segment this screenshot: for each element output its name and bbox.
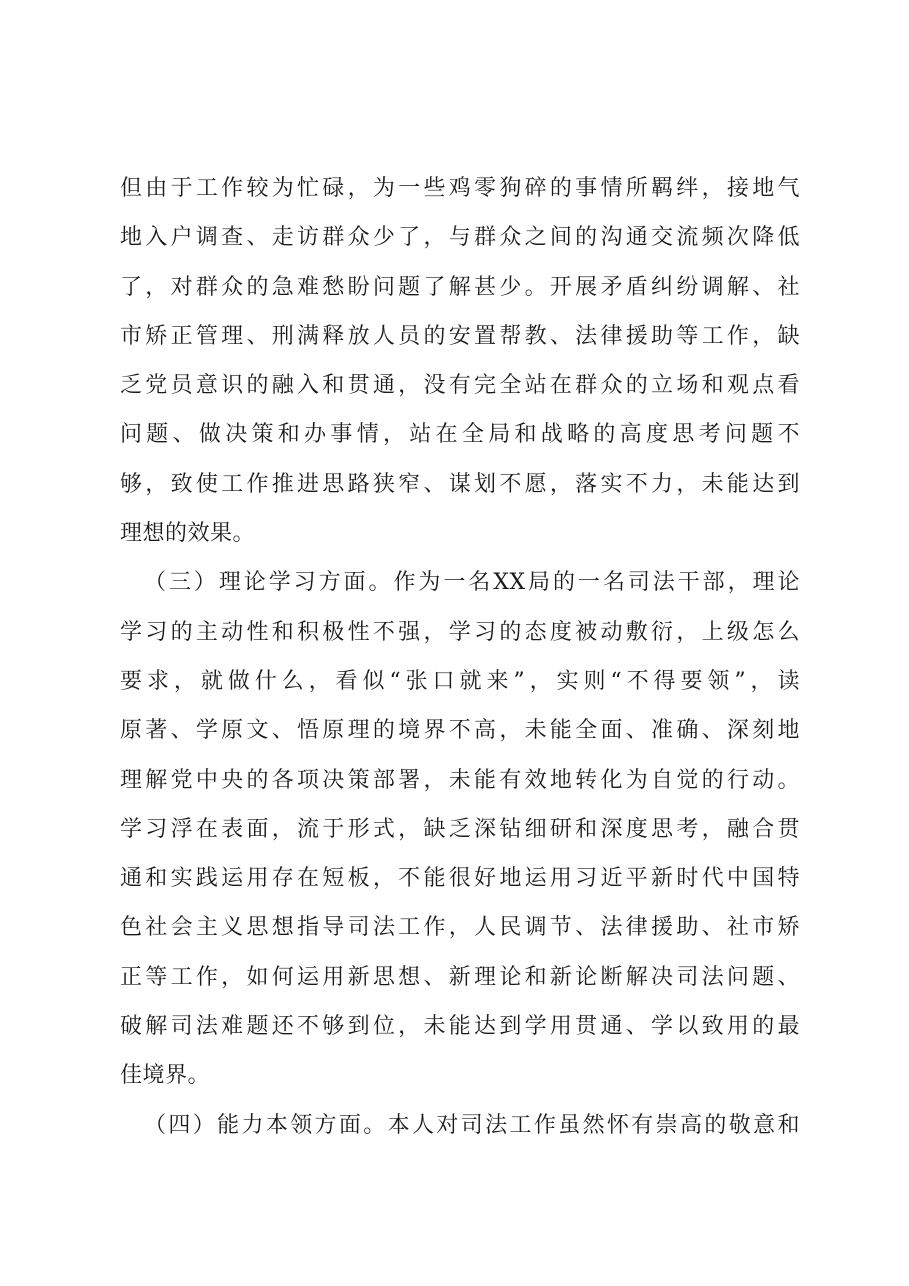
text-line: 学习浮在表面，流于形式，缺乏深钻细研和深度思考，融合贯 bbox=[120, 816, 800, 842]
body-text bbox=[120, 164, 800, 1150]
text-line: 问题、做决策和办事情，站在全局和战略的高度思考问题不 bbox=[120, 422, 800, 448]
text-line: 色社会主义思想指导司法工作，人民调节、法律援助、社市矫 bbox=[120, 915, 800, 941]
section-heading-line: （三）理论学习方面。作为一名XX局的一名司法干部，理论 bbox=[144, 570, 800, 596]
text-line: 理解党中央的各项决策部署，未能有效地转化为自觉的行动。 bbox=[120, 767, 800, 793]
text-line: 了，对群众的急难愁盼问题了解甚少。开展矛盾纠纷调解、社 bbox=[120, 274, 800, 300]
section-heading-line: （四）能力本领方面。本人对司法工作虽然怀有崇高的敬意和 bbox=[144, 1112, 800, 1138]
text-line: 通和实践运用存在短板，不能很好地运用习近平新时代中国特 bbox=[120, 866, 800, 892]
text-line: 原著、学原文、悟原理的境界不高，未能全面、准确、深刻地 bbox=[120, 718, 800, 744]
text-line: 正等工作，如何运用新思想、新理论和新论断解决司法问题、 bbox=[120, 964, 800, 990]
text-line: 破解司法难题还不够到位，未能达到学用贯通、学以致用的最 bbox=[120, 1014, 800, 1040]
text-line: 市矫正管理、刑满释放人员的安置帮教、法律援助等工作，缺 bbox=[120, 323, 800, 349]
text-line: 但由于工作较为忙碌，为一些鸡零狗碎的事情所羁绊，接地气 bbox=[120, 176, 800, 201]
text-line: 够，致使工作推进思路狭窄、谋划不愿，落实不力，未能达到 bbox=[120, 471, 800, 497]
text-line: 地入户调查、走访群众少了，与群众之间的沟通交流频次降低 bbox=[120, 225, 800, 251]
text-line: 要求，就做什么，看似“张口就来”，实则“不得要领”，读 bbox=[120, 668, 800, 694]
text-line: 学习的主动性和积极性不强，学习的态度被动敷衍，上级怎么 bbox=[120, 619, 800, 645]
text-line: 理想的效果。 bbox=[120, 521, 256, 547]
text-line: 佳境界。 bbox=[120, 1063, 211, 1089]
text-line: 乏党员意识的融入和贯通，没有完全站在群众的立场和观点看 bbox=[120, 373, 800, 399]
